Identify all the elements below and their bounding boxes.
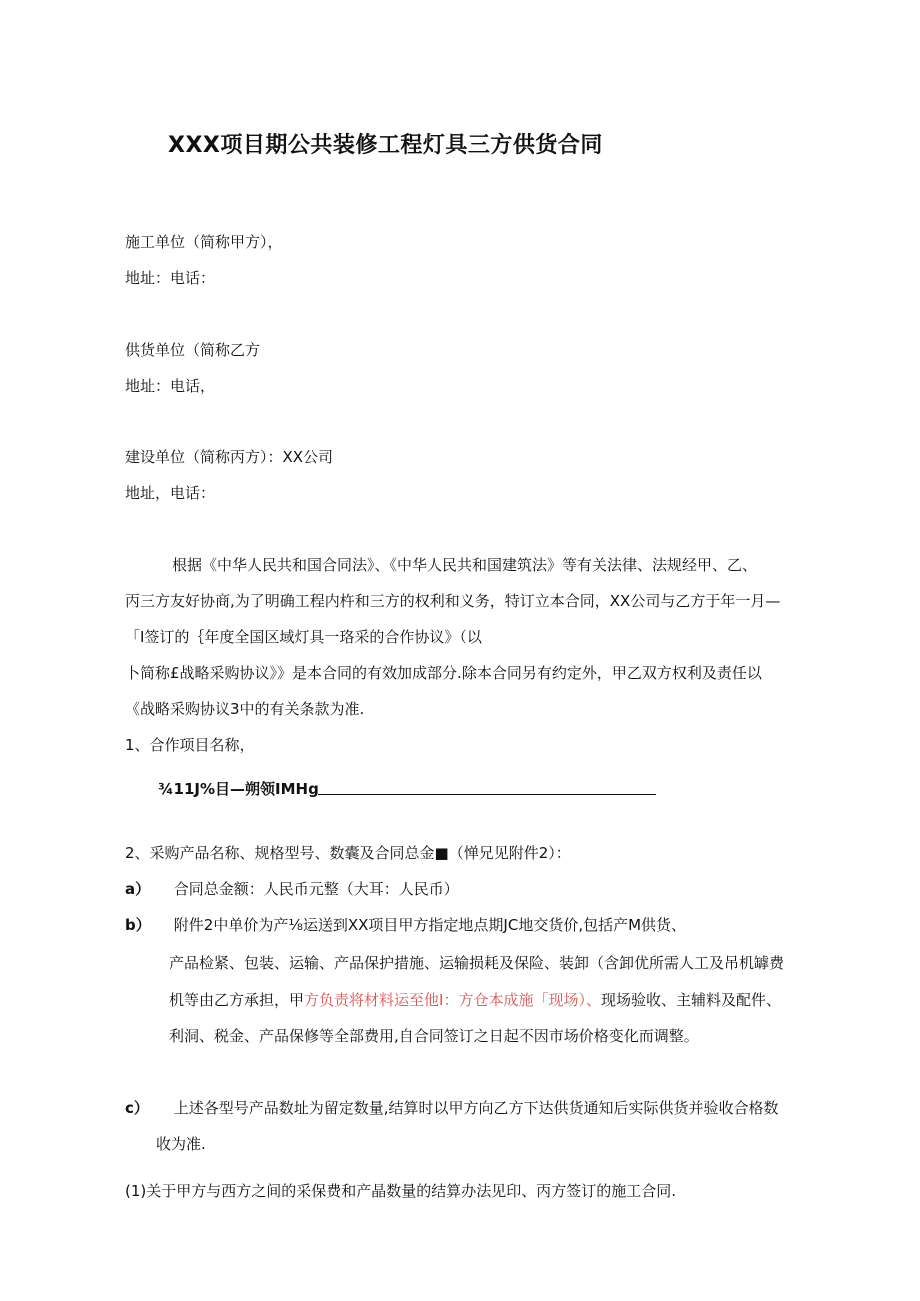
item-c-line-1: 上述各型号产品数址为留定数量,结算时以甲方向乙方下达供货通知后实际供货并验收合格数 (173, 1099, 779, 1117)
item-b-line-3-end: 现场验收、主辅料及配件、 (600, 991, 781, 1009)
party-c-line: 建设单位（简称丙方）：XX公司 (125, 448, 334, 466)
project-name-value: ¾11J%目—朔领IMHg (158, 780, 319, 798)
item-c-line-2: 收为准. (156, 1135, 206, 1153)
item-c-label: c） (125, 1099, 149, 1117)
party-c-address: 地址，电话： (125, 484, 216, 502)
item-b-line-2: 产品检紧、包装、运输、产品保护措施、运输损耗及保险、装卸（含卸优所需人工及吊机罅费 (169, 954, 785, 972)
item-c (125, 1097, 779, 1119)
item-b-line-4: 利洞、税金、产品保修等全部费用,自合同签订之日起不因市场价格变化而调整。 (169, 1027, 699, 1045)
item-b-line-3 (169, 989, 781, 1011)
party-a-line: 施工单位（简称甲方）， (125, 233, 283, 251)
party-b-line: 供货单位（简称乙方 (125, 341, 261, 359)
paragraph-line-2: 丙三方友好协商,为了明确工程内杵和三方的权利和义务，特订立本合同，XX公司与乙方于年一月— (125, 592, 781, 610)
paragraph-line-5: 《战略采购协议3中的有关条款为准. (125, 700, 365, 718)
section-1-heading: 1、合作项目名称， (125, 736, 255, 754)
item-b (125, 914, 686, 936)
party-a-address: 地址：电话： (125, 269, 216, 287)
item-b-line-3-highlight: 方负责将材料运至他I：方仓本成施「现场）、 (304, 991, 601, 1009)
paragraph-line-1: 根据《中华人民共和国合同法》、《中华人民共和国建筑法》等有关法律、法规经甲、乙、 (172, 556, 758, 574)
item-b-line-3-start: 机等由乙方承担，甲 (169, 991, 305, 1009)
item-b-line-1: 附件2中单价为产⅛运送到XX项目甲方指定地点期JC地交货价,包括产M供货、 (173, 916, 687, 934)
paragraph-line-4: 卜简称£战略采购协议》》是本合同的有效加成部分.除本合同另有约定外，甲乙双方权利及责任以 (125, 664, 762, 682)
item-a (125, 878, 459, 900)
project-name-underline (318, 794, 656, 795)
section-2-heading: 2、采购产品名称、规格型号、数囊及合同总金■（惮兄见附件2）： (125, 844, 571, 862)
paragraph-line-3: 「I签订的｛年度全国区域灯具一珞采的合作协议》（以 (125, 628, 482, 646)
party-b-address: 地址：电话， (125, 377, 216, 395)
item-d-text: (1)关于甲方与西方之间的采保费和产晶数量的结算办法见印、丙方签订的施工合同. (125, 1182, 677, 1200)
document-title: XXX项目期公共装修工程灯具三方供货合同 (168, 133, 603, 158)
item-a-label: a） (125, 880, 151, 898)
item-a-text: 合同总金额：人民币元整（大耳：人民币） (173, 880, 459, 898)
item-b-label: b） (125, 916, 151, 934)
